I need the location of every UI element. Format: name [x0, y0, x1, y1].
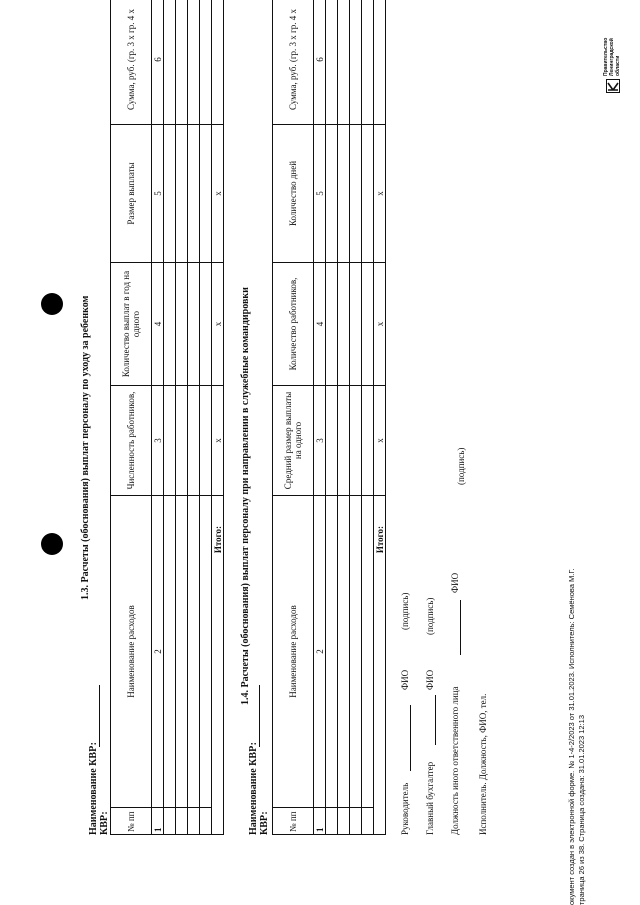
col-number-3: 3	[314, 386, 326, 496]
table-total-row	[212, 0, 224, 835]
col-header-number: № пп	[111, 808, 152, 835]
table-column-numbers-row	[314, 0, 326, 835]
col-number-2: 2	[314, 496, 326, 808]
signature-head-label: Руководитель	[400, 782, 410, 835]
table-row	[362, 0, 374, 835]
signature-chief-accountant-line	[435, 695, 436, 745]
total-label: Итого:	[374, 496, 386, 835]
section-1-3-kvr-label: КВР:	[99, 811, 110, 835]
footer-page-info: траница 26 из 38. Страница создана: 31.01.2023 12:13	[577, 715, 586, 905]
col-header-number: № пп	[273, 808, 314, 835]
col-header-payments-per-year: Количество выплат в год на одного	[111, 263, 152, 386]
signature-other-position-line	[460, 600, 461, 655]
signature-head-fio: ФИО	[400, 669, 410, 690]
punch-hole	[41, 533, 63, 555]
footer-document-info: окумент создан в электронной форме. № 1-4-2/2023 от 31.01.2023. Исполнитель: Семёнова М.Г.	[567, 568, 576, 905]
table-row	[176, 0, 188, 835]
signature-chief-accountant-fio: ФИО	[425, 669, 435, 690]
signature-other-position-sign: (подпись)	[456, 447, 466, 485]
signature-head-line	[410, 705, 411, 771]
table-total-row	[374, 0, 386, 835]
signature-head-sign: (подпись)	[400, 592, 410, 630]
col-number-6: 6	[314, 0, 326, 125]
table-row	[338, 0, 350, 835]
table-row	[164, 0, 176, 835]
section-1-4-kvr-label: КВР:	[259, 811, 270, 835]
col-number-1: 1	[314, 808, 326, 835]
col-number-6: 6	[152, 0, 164, 125]
col-number-4: 4	[152, 263, 164, 386]
col-number-1: 1	[152, 808, 164, 835]
table-header-row	[111, 0, 152, 835]
punch-hole	[41, 293, 63, 315]
total-x-mark: х	[374, 125, 386, 263]
total-x-mark: х	[212, 386, 224, 496]
section-1-4-kvr-name-line	[259, 685, 260, 747]
col-header-days: Количество дней	[273, 125, 314, 263]
col-header-expense-name: Наименование расходов	[273, 496, 314, 808]
total-x-mark: х	[212, 125, 224, 263]
signature-other-position-label: Должность иного ответственного лица	[450, 686, 460, 835]
section-1-3-title: 1.3. Расчеты (обоснования) выплат персоналу по уходу за ребенком	[80, 295, 91, 600]
col-number-3: 3	[152, 386, 164, 496]
signature-chief-accountant-label: Главный бухгалтер	[425, 761, 435, 835]
col-number-2: 2	[152, 496, 164, 808]
table-column-numbers-row	[152, 0, 164, 835]
col-header-sum: Сумма, руб. (гр. 3 х гр. 4 х	[111, 0, 152, 125]
signature-chief-accountant-sign: (подпись)	[425, 597, 435, 635]
section-1-3-kvr-name-label: Наименование КВР:	[88, 742, 99, 835]
total-x-mark: х	[374, 263, 386, 386]
col-header-avg-payment: Средний размер выплаты на одного	[273, 386, 314, 496]
col-number-5: 5	[314, 125, 326, 263]
col-header-headcount: Численность работников,	[111, 386, 152, 496]
section-1-3-table	[110, 0, 224, 835]
section-1-4-title: 1.4. Расчеты (обоснования) выплат персоналу при направлении в служебные командировки	[240, 287, 251, 705]
col-header-expense-name: Наименование расходов	[111, 496, 152, 808]
logo-text-line3: области	[615, 55, 621, 76]
total-label: Итого:	[212, 496, 224, 835]
col-header-sum: Сумма, руб. (гр. 3 х гр. 4 х	[273, 0, 314, 125]
section-1-3-kvr-name-line	[99, 685, 100, 747]
table-row	[188, 0, 200, 835]
table-header-row	[273, 0, 314, 835]
logo-text-line1: Правительство	[603, 37, 609, 76]
section-1-4-kvr-name-label: Наименование КВР:	[248, 742, 259, 835]
col-header-headcount: Количество работников,	[273, 263, 314, 386]
ministry-logo-icon	[606, 79, 620, 93]
executor-label: Исполнитель. Должность, ФИО, тел.	[478, 693, 488, 835]
ministry-logo	[604, 33, 628, 93]
col-header-payment-size: Размер выплаты	[111, 125, 152, 263]
total-x-mark: х	[374, 386, 386, 496]
logo-text-line2: Ленинградской	[609, 38, 615, 76]
signature-other-position-fio: ФИО	[450, 572, 460, 593]
table-row	[200, 0, 212, 835]
col-number-4: 4	[314, 263, 326, 386]
table-row	[350, 0, 362, 835]
total-x-mark: х	[212, 263, 224, 386]
table-row	[326, 0, 338, 835]
col-number-5: 5	[152, 125, 164, 263]
section-1-4-table	[272, 0, 386, 835]
